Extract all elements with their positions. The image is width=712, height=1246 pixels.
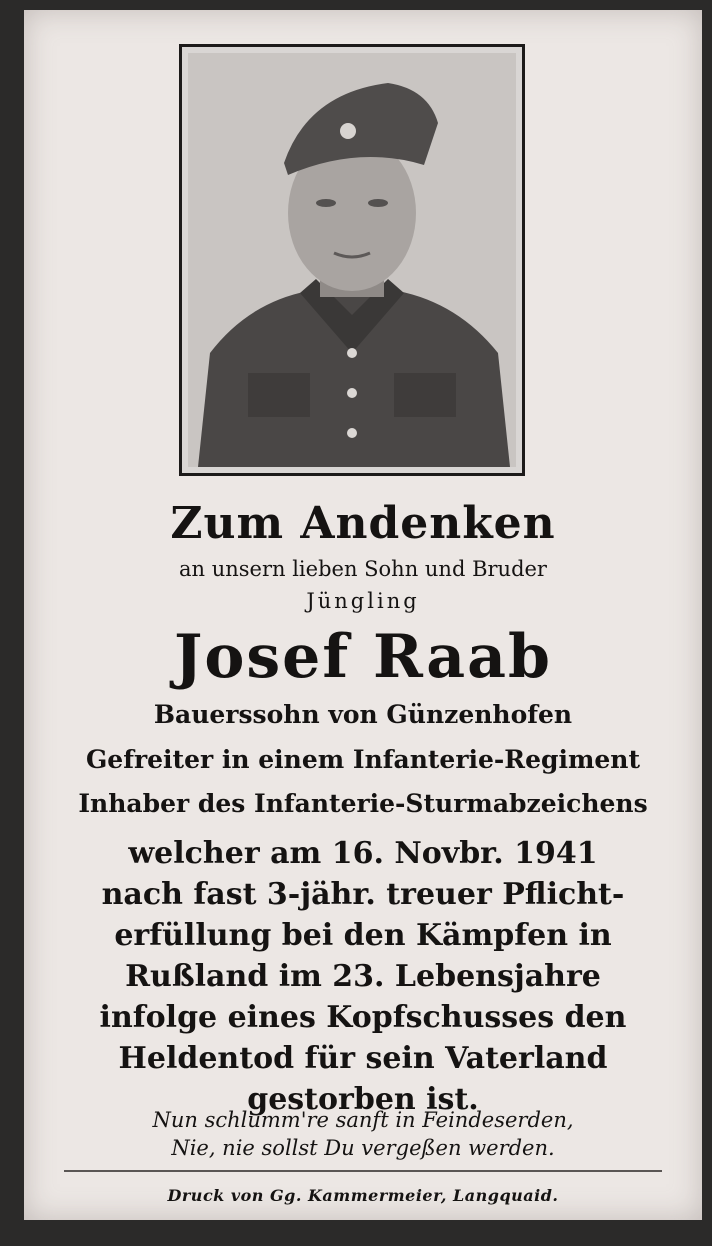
deceased-name: Josef Raab bbox=[173, 622, 552, 692]
heading: Zum Andenken bbox=[170, 498, 556, 549]
verse-line: Nie, nie sollst Du vergeßen werden. bbox=[171, 1136, 555, 1160]
detail-line: Inhaber des Infanterie-Sturmabzeichens bbox=[78, 789, 648, 818]
detail-line: Gefreiter in einem Infanterie-Regiment bbox=[85, 745, 641, 774]
paragraph-line: Heldentod für sein Vaterland bbox=[118, 1041, 608, 1076]
detail-line: Bauerssohn von Günzenhofen bbox=[153, 700, 573, 729]
paragraph-line: infolge eines Kopfschusses den bbox=[99, 1000, 627, 1035]
paragraph-line: gestorben ist. bbox=[247, 1082, 479, 1117]
title-word: Jüngling bbox=[306, 589, 420, 613]
divider-rule bbox=[64, 1170, 662, 1172]
paragraph-line: welcher am 16. Novbr. 1941 bbox=[128, 836, 598, 871]
paragraph-line: erfüllung bei den Kämpfen in bbox=[114, 918, 612, 953]
memorial-card bbox=[24, 10, 702, 1220]
portrait-illustration bbox=[188, 53, 516, 467]
paragraph-line: Rußland im 23. Lebensjahre bbox=[125, 959, 601, 994]
printer-imprint: Druck von Gg. Kammermeier, Langquaid. bbox=[167, 1186, 559, 1205]
verse-line: Nun schlumm're sanft in Feindeserden, bbox=[152, 1108, 574, 1132]
portrait-frame bbox=[179, 44, 525, 476]
dedication-line: an unsern lieben Sohn und Bruder bbox=[179, 557, 547, 581]
paragraph-line: nach fast 3-jähr. treuer Pflicht- bbox=[101, 877, 625, 912]
soldier-portrait-photo bbox=[188, 53, 516, 467]
